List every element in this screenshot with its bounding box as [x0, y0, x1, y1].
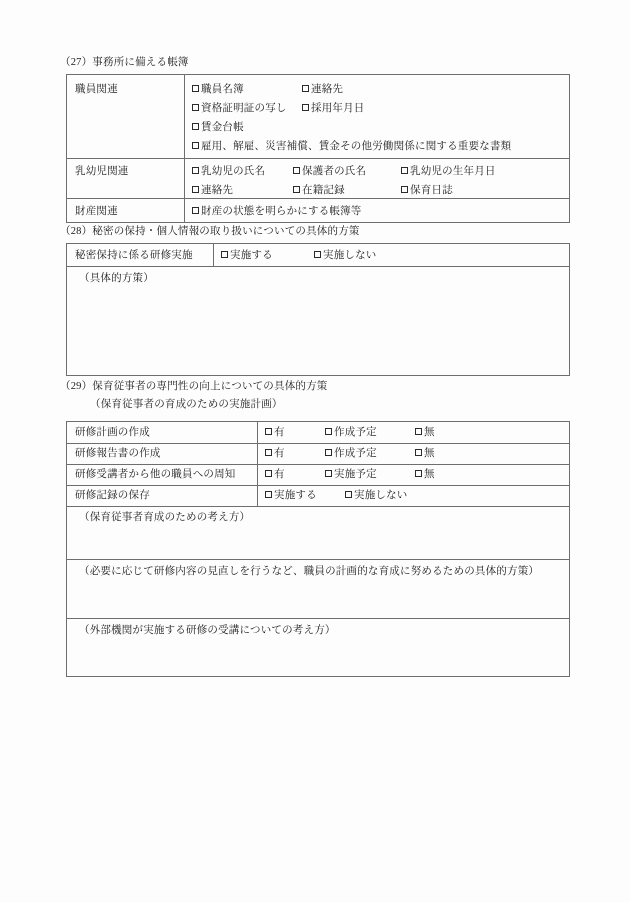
- checkbox-training-report-none[interactable]: [415, 445, 435, 462]
- checkbox-staff-hire-date[interactable]: [302, 100, 365, 117]
- checkbox-icon[interactable]: [192, 104, 199, 111]
- table-29-row-label-record-retention: 研修記録の保存: [75, 490, 150, 501]
- checkbox-training-report-yes[interactable]: [265, 445, 285, 462]
- checkbox-label: 財産の状態を明らかにする帳簿等: [201, 206, 362, 217]
- checkbox-icon[interactable]: [302, 104, 309, 111]
- checkbox-icon[interactable]: [325, 449, 332, 456]
- table-28-row-label-training: 秘密保持に係る研修実施: [75, 250, 193, 261]
- section-29-subheading: （保育従事者の育成のための実施計画）: [90, 399, 283, 410]
- checkbox-label: 作成予定: [334, 448, 377, 459]
- checkbox-infant-contact[interactable]: [192, 182, 233, 199]
- checkbox-label: 採用年月日: [311, 103, 365, 114]
- table-27-row-label-assets: 財産関連: [75, 206, 118, 217]
- checkbox-knowledge-sharing-none[interactable]: [415, 466, 435, 483]
- table-29-row-label-knowledge-sharing: 研修受講者から他の職員への周知: [75, 469, 236, 480]
- checkbox-childcare-journal[interactable]: [401, 182, 453, 199]
- checkbox-infant-name[interactable]: [192, 163, 265, 180]
- section-28-heading: （28）秘密の保持・個人情報の取り扱いについての具体的方策: [60, 226, 360, 237]
- checkbox-staff-certificate-copy[interactable]: [192, 100, 287, 117]
- checkbox-icon[interactable]: [265, 428, 272, 435]
- checkbox-label: 有: [274, 448, 285, 459]
- table-29-free-text-label-1: （保育従事者育成のための考え方）: [79, 512, 251, 523]
- checkbox-icon[interactable]: [401, 167, 408, 174]
- checkbox-label: 職員名簿: [201, 84, 244, 95]
- checkbox-icon[interactable]: [192, 186, 199, 193]
- table-29-column-divider: [257, 422, 258, 506]
- table-29-free-text-label-3: （外部機関が実施する研修の受講についての考え方）: [79, 625, 336, 636]
- table-27-row-label-staff: 職員関連: [75, 84, 118, 95]
- checkbox-label: 実施しない: [354, 490, 408, 501]
- checkbox-enrollment-record[interactable]: [293, 182, 345, 199]
- checkbox-label: 連絡先: [201, 185, 234, 196]
- checkbox-label: 保育日誌: [410, 185, 453, 196]
- checkbox-knowledge-sharing-planned[interactable]: [325, 466, 377, 483]
- checkbox-icon[interactable]: [293, 167, 300, 174]
- checkbox-icon[interactable]: [192, 123, 199, 130]
- checkbox-label: 無: [424, 469, 435, 480]
- table-29-rule-6: [67, 618, 569, 619]
- checkbox-label: 賃金台帳: [201, 122, 244, 133]
- checkbox-icon[interactable]: [192, 167, 199, 174]
- checkbox-icon[interactable]: [345, 491, 352, 498]
- checkbox-confidentiality-training-yes[interactable]: [221, 247, 273, 264]
- checkbox-asset-ledger[interactable]: [192, 203, 362, 220]
- table-29-rule-3: [67, 485, 569, 486]
- checkbox-icon[interactable]: [265, 470, 272, 477]
- checkbox-icon[interactable]: [192, 85, 199, 92]
- table-29-rule-5: [67, 559, 569, 560]
- checkbox-icon[interactable]: [401, 186, 408, 193]
- table-28-rule-1: [67, 266, 569, 267]
- table-27-records: [66, 74, 570, 223]
- checkbox-staff-roster[interactable]: [192, 81, 244, 98]
- section-27-heading: （27）事務所に備える帳簿: [60, 57, 189, 68]
- checkbox-icon[interactable]: [293, 186, 300, 193]
- checkbox-staff-wage-ledger[interactable]: [192, 119, 244, 136]
- checkbox-label: 資格証明証の写し: [201, 103, 287, 114]
- checkbox-icon[interactable]: [325, 428, 332, 435]
- checkbox-label: 実施しない: [323, 250, 377, 261]
- checkbox-icon[interactable]: [415, 449, 422, 456]
- checkbox-training-plan-yes[interactable]: [265, 424, 285, 441]
- table-28-confidentiality: [66, 243, 570, 376]
- checkbox-label: 雇用、解雇、災害補償、賃金その他労働関係に関する重要な書類: [201, 141, 512, 152]
- table-29-professional-development: [66, 421, 570, 677]
- checkbox-staff-labor-documents[interactable]: [192, 138, 511, 155]
- checkbox-label: 有: [274, 469, 285, 480]
- table-29-rule-2: [67, 464, 569, 465]
- checkbox-label: 保護者の氏名: [302, 166, 367, 177]
- table-29-free-text-label-2: （必要に応じて研修内容の見直しを行うなど、職員の計画的な育成に努めるための具体的方策）: [79, 566, 540, 577]
- checkbox-icon[interactable]: [192, 142, 199, 149]
- section-29-heading: （29）保育従事者の専門性の向上についての具体的方策: [60, 381, 328, 392]
- table-29-row-label-training-report: 研修報告書の作成: [75, 448, 161, 459]
- checkbox-label: 有: [274, 427, 285, 438]
- checkbox-icon[interactable]: [302, 85, 309, 92]
- checkbox-icon[interactable]: [221, 251, 228, 258]
- checkbox-label: 連絡先: [311, 84, 344, 95]
- checkbox-training-plan-planned[interactable]: [325, 424, 377, 441]
- table-28-column-divider: [213, 244, 214, 266]
- table-29-rule-4: [67, 506, 569, 507]
- checkbox-icon[interactable]: [314, 251, 321, 258]
- checkbox-icon[interactable]: [265, 491, 272, 498]
- checkbox-training-plan-none[interactable]: [415, 424, 435, 441]
- table-27-row-label-infants: 乳幼児関連: [75, 166, 129, 177]
- checkbox-label: 実施する: [274, 490, 317, 501]
- checkbox-label: 無: [424, 427, 435, 438]
- checkbox-staff-contact[interactable]: [302, 81, 343, 98]
- checkbox-label: 作成予定: [334, 427, 377, 438]
- table-29-row-label-training-plan: 研修計画の作成: [75, 427, 150, 438]
- checkbox-icon[interactable]: [265, 449, 272, 456]
- checkbox-label: 乳幼児の生年月日: [410, 166, 496, 177]
- checkbox-label: 無: [424, 448, 435, 459]
- checkbox-infant-birthdate[interactable]: [401, 163, 496, 180]
- table-27-column-divider: [184, 75, 185, 222]
- checkbox-record-retention-yes[interactable]: [265, 487, 317, 504]
- checkbox-icon[interactable]: [325, 470, 332, 477]
- checkbox-icon[interactable]: [415, 470, 422, 477]
- checkbox-guardian-name[interactable]: [293, 163, 366, 180]
- checkbox-confidentiality-training-no[interactable]: [314, 247, 377, 264]
- checkbox-record-retention-no[interactable]: [345, 487, 408, 504]
- table-28-free-text-label: （具体的方策）: [79, 273, 154, 284]
- checkbox-training-report-planned[interactable]: [325, 445, 377, 462]
- table-27-rule-1: [67, 158, 569, 159]
- checkbox-label: 実施する: [230, 250, 273, 261]
- table-29-rule-1: [67, 443, 569, 444]
- checkbox-label: 実施予定: [334, 469, 377, 480]
- checkbox-label: 在籍記録: [302, 185, 345, 196]
- checkbox-icon[interactable]: [415, 428, 422, 435]
- checkbox-knowledge-sharing-yes[interactable]: [265, 466, 285, 483]
- checkbox-icon[interactable]: [192, 207, 199, 214]
- checkbox-label: 乳幼児の氏名: [201, 166, 266, 177]
